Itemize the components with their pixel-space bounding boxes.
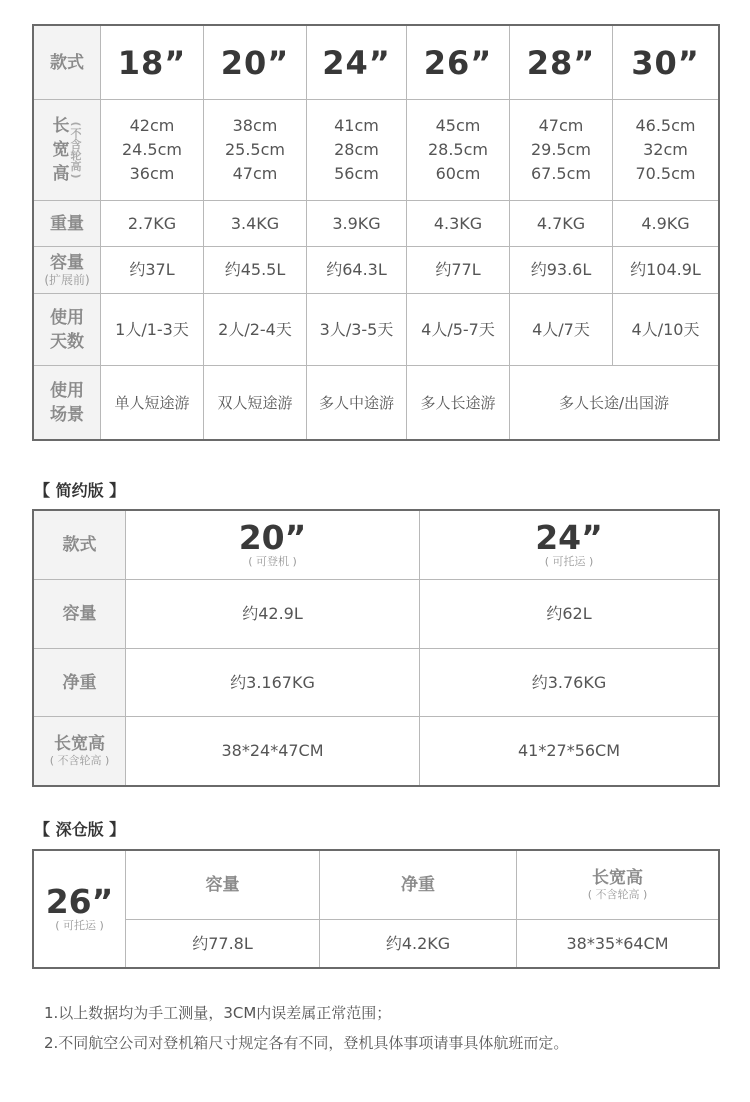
capacity-cell: 约77L (407, 247, 510, 294)
deep-net-weight-label: 净重 (320, 851, 517, 920)
deep-version-table (33, 850, 719, 968)
size-20: 20” (204, 26, 307, 100)
dimensions-cell: 46.5cm 32cm 70.5cm (613, 100, 719, 201)
capacity-cell: 约104.9L (613, 247, 719, 294)
weight-cell: 4.7KG (510, 201, 613, 247)
dimensions-row (34, 100, 719, 201)
size-header-row (34, 26, 719, 100)
usage-scene-label: 使用 场景 (34, 366, 101, 440)
weight-cell: 3.9KG (307, 201, 407, 247)
usage-days-cell: 4人/10天 (613, 294, 719, 366)
usage-days-cell: 1人/1-3天 (101, 294, 204, 366)
capacity-label: 容量 (扩展前) (34, 247, 101, 294)
deep-net-weight-cell: 约4.2KG (320, 920, 517, 968)
dimensions-label-note: ( 不 含 轮 高 ) (70, 121, 83, 179)
dimensions-cell: 47cm 29.5cm 67.5cm (510, 100, 613, 201)
weight-cell: 3.4KG (204, 201, 307, 247)
capacity-row (34, 247, 719, 294)
dimensions-label: 长 宽 高 ( 不 含 轮 高 ) (34, 100, 101, 201)
capacity-cell: 约93.6L (510, 247, 613, 294)
size-28: 28” (510, 26, 613, 100)
size-26: 26” (407, 26, 510, 100)
capacity-cell: 约37L (101, 247, 204, 294)
deep-version-title: 【 深仓版 】 (34, 820, 126, 839)
size-24: 24” (307, 26, 407, 100)
simple-capacity-row (34, 580, 719, 649)
size-30: 30” (613, 26, 719, 100)
dimensions-cell: 42cm 24.5cm 36cm (101, 100, 204, 201)
footnote: 1.以上数据均为手工测量，3CM内误差属正常范围； (44, 1004, 392, 1022)
usage-days-row (34, 294, 719, 366)
footnote: 2.不同航空公司对登机箱尺寸规定各有不同，登机具体事项请事具体航班而定。 (44, 1034, 569, 1052)
simple-capacity-label: 容量 (34, 580, 126, 649)
simple-dimensions-cell: 41*27*56CM (420, 717, 719, 786)
dimensions-cell: 41cm 28cm 56cm (307, 100, 407, 201)
usage-scene-cell: 多人中途游 (307, 366, 407, 440)
usage-days-cell: 3人/3-5天 (307, 294, 407, 366)
weight-row (34, 201, 719, 247)
weight-cell: 2.7KG (101, 201, 204, 247)
deep-values-row (34, 920, 719, 968)
simple-version-table (33, 510, 719, 786)
simple-dimensions-cell: 38*24*47CM (126, 717, 420, 786)
simple-size-row (34, 511, 719, 580)
capacity-cell: 约45.5L (204, 247, 307, 294)
weight-cell: 4.9KG (613, 201, 719, 247)
size-18: 18” (101, 26, 204, 100)
simple-version-title: 【 简约版 】 (34, 481, 126, 500)
usage-scene-cell: 多人长途游 (407, 366, 510, 440)
deep-capacity-label: 容量 (126, 851, 320, 920)
simple-dimensions-label: 长宽高 ( 不含轮高 ) (34, 717, 126, 786)
deep-dimensions-cell: 38*35*64CM (517, 920, 719, 968)
simple-net-weight-label: 净重 (34, 649, 126, 717)
usage-scene-cell: 多人长途/出国游 (510, 366, 719, 440)
weight-label: 重量 (34, 201, 101, 247)
deep-capacity-cell: 约77.8L (126, 920, 320, 968)
dimensions-cell: 38cm 25.5cm 47cm (204, 100, 307, 201)
simple-dimensions-row (34, 717, 719, 786)
simple-net-weight-cell: 约3.76KG (420, 649, 719, 717)
usage-scene-row (34, 366, 719, 440)
usage-days-cell: 2人/2-4天 (204, 294, 307, 366)
simple-size-24: 24” ( 可托运 ) (420, 511, 719, 580)
usage-days-cell: 4人/5-7天 (407, 294, 510, 366)
deep-size-cell: 26” ( 可托运 ) (34, 851, 126, 968)
usage-days-label: 使用 天数 (34, 294, 101, 366)
usage-scene-cell: 双人短途游 (204, 366, 307, 440)
usage-scene-cell: 单人短途游 (101, 366, 204, 440)
simple-capacity-cell: 约62L (420, 580, 719, 649)
deep-dimensions-label: 长宽高 ( 不含轮高 ) (517, 851, 719, 920)
deep-size-26: 26” (45, 882, 114, 921)
footnotes (44, 998, 568, 1058)
style-label: 款式 (34, 26, 101, 100)
weight-cell: 4.3KG (407, 201, 510, 247)
capacity-cell: 约64.3L (307, 247, 407, 294)
simple-style-label: 款式 (34, 511, 126, 580)
simple-capacity-cell: 约42.9L (126, 580, 420, 649)
dimensions-cell: 45cm 28.5cm 60cm (407, 100, 510, 201)
usage-days-cell: 4人/7天 (510, 294, 613, 366)
deep-header-row (34, 851, 719, 920)
size-comparison-table (33, 25, 719, 440)
simple-size-20: 20” ( 可登机 ) (126, 511, 420, 580)
simple-net-weight-row (34, 649, 719, 717)
simple-net-weight-cell: 约3.167KG (126, 649, 420, 717)
